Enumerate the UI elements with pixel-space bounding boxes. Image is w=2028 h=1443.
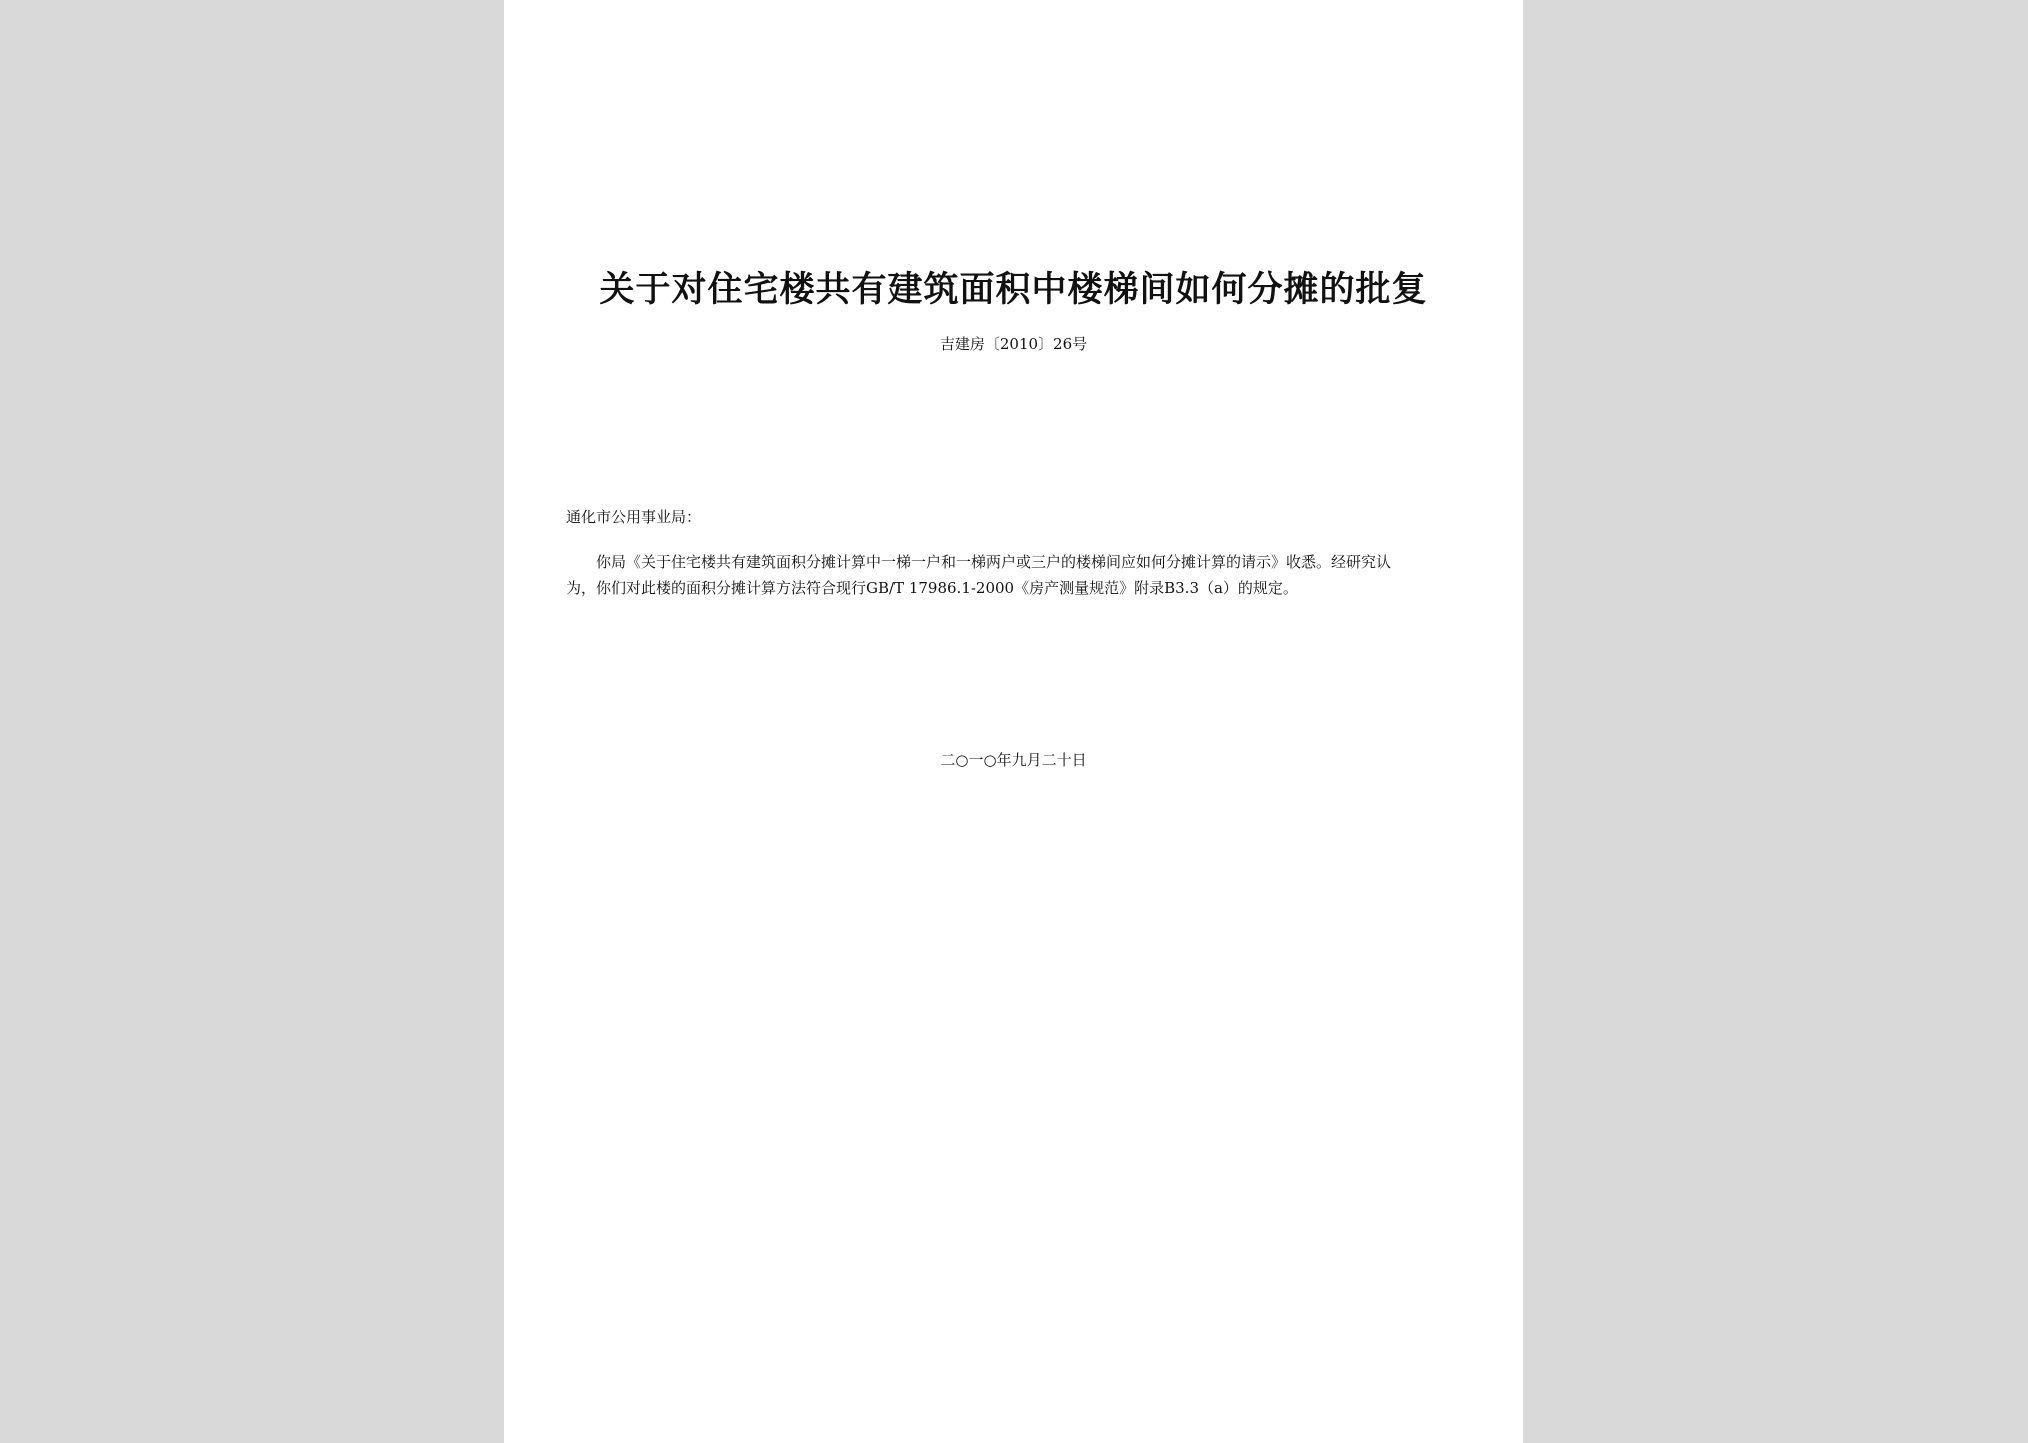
document-page xyxy=(504,0,1523,1443)
salutation: 通化市公用事业局： xyxy=(566,508,702,526)
body-line: 为，你们对此楼的面积分摊计算方法符合现行GB/T 17986.1-2000《房产测量规范》附录B3.3（a）的规定。 xyxy=(566,579,1298,597)
body-paragraph xyxy=(566,549,1458,601)
document-number: 吉建房〔2010〕26号 xyxy=(939,335,1088,353)
body-line: 你局《关于住宅楼共有建筑面积分摊计算中一梯一户和一梯两户或三户的楼梯间应如何分摊计算的请示》收悉。经研究认 xyxy=(566,553,1392,571)
document-date: 二○一○年九月二十日 xyxy=(940,751,1087,769)
document-title: 关于对住宅楼共有建筑面积中楼梯间如何分摊的批复 xyxy=(599,269,1428,310)
